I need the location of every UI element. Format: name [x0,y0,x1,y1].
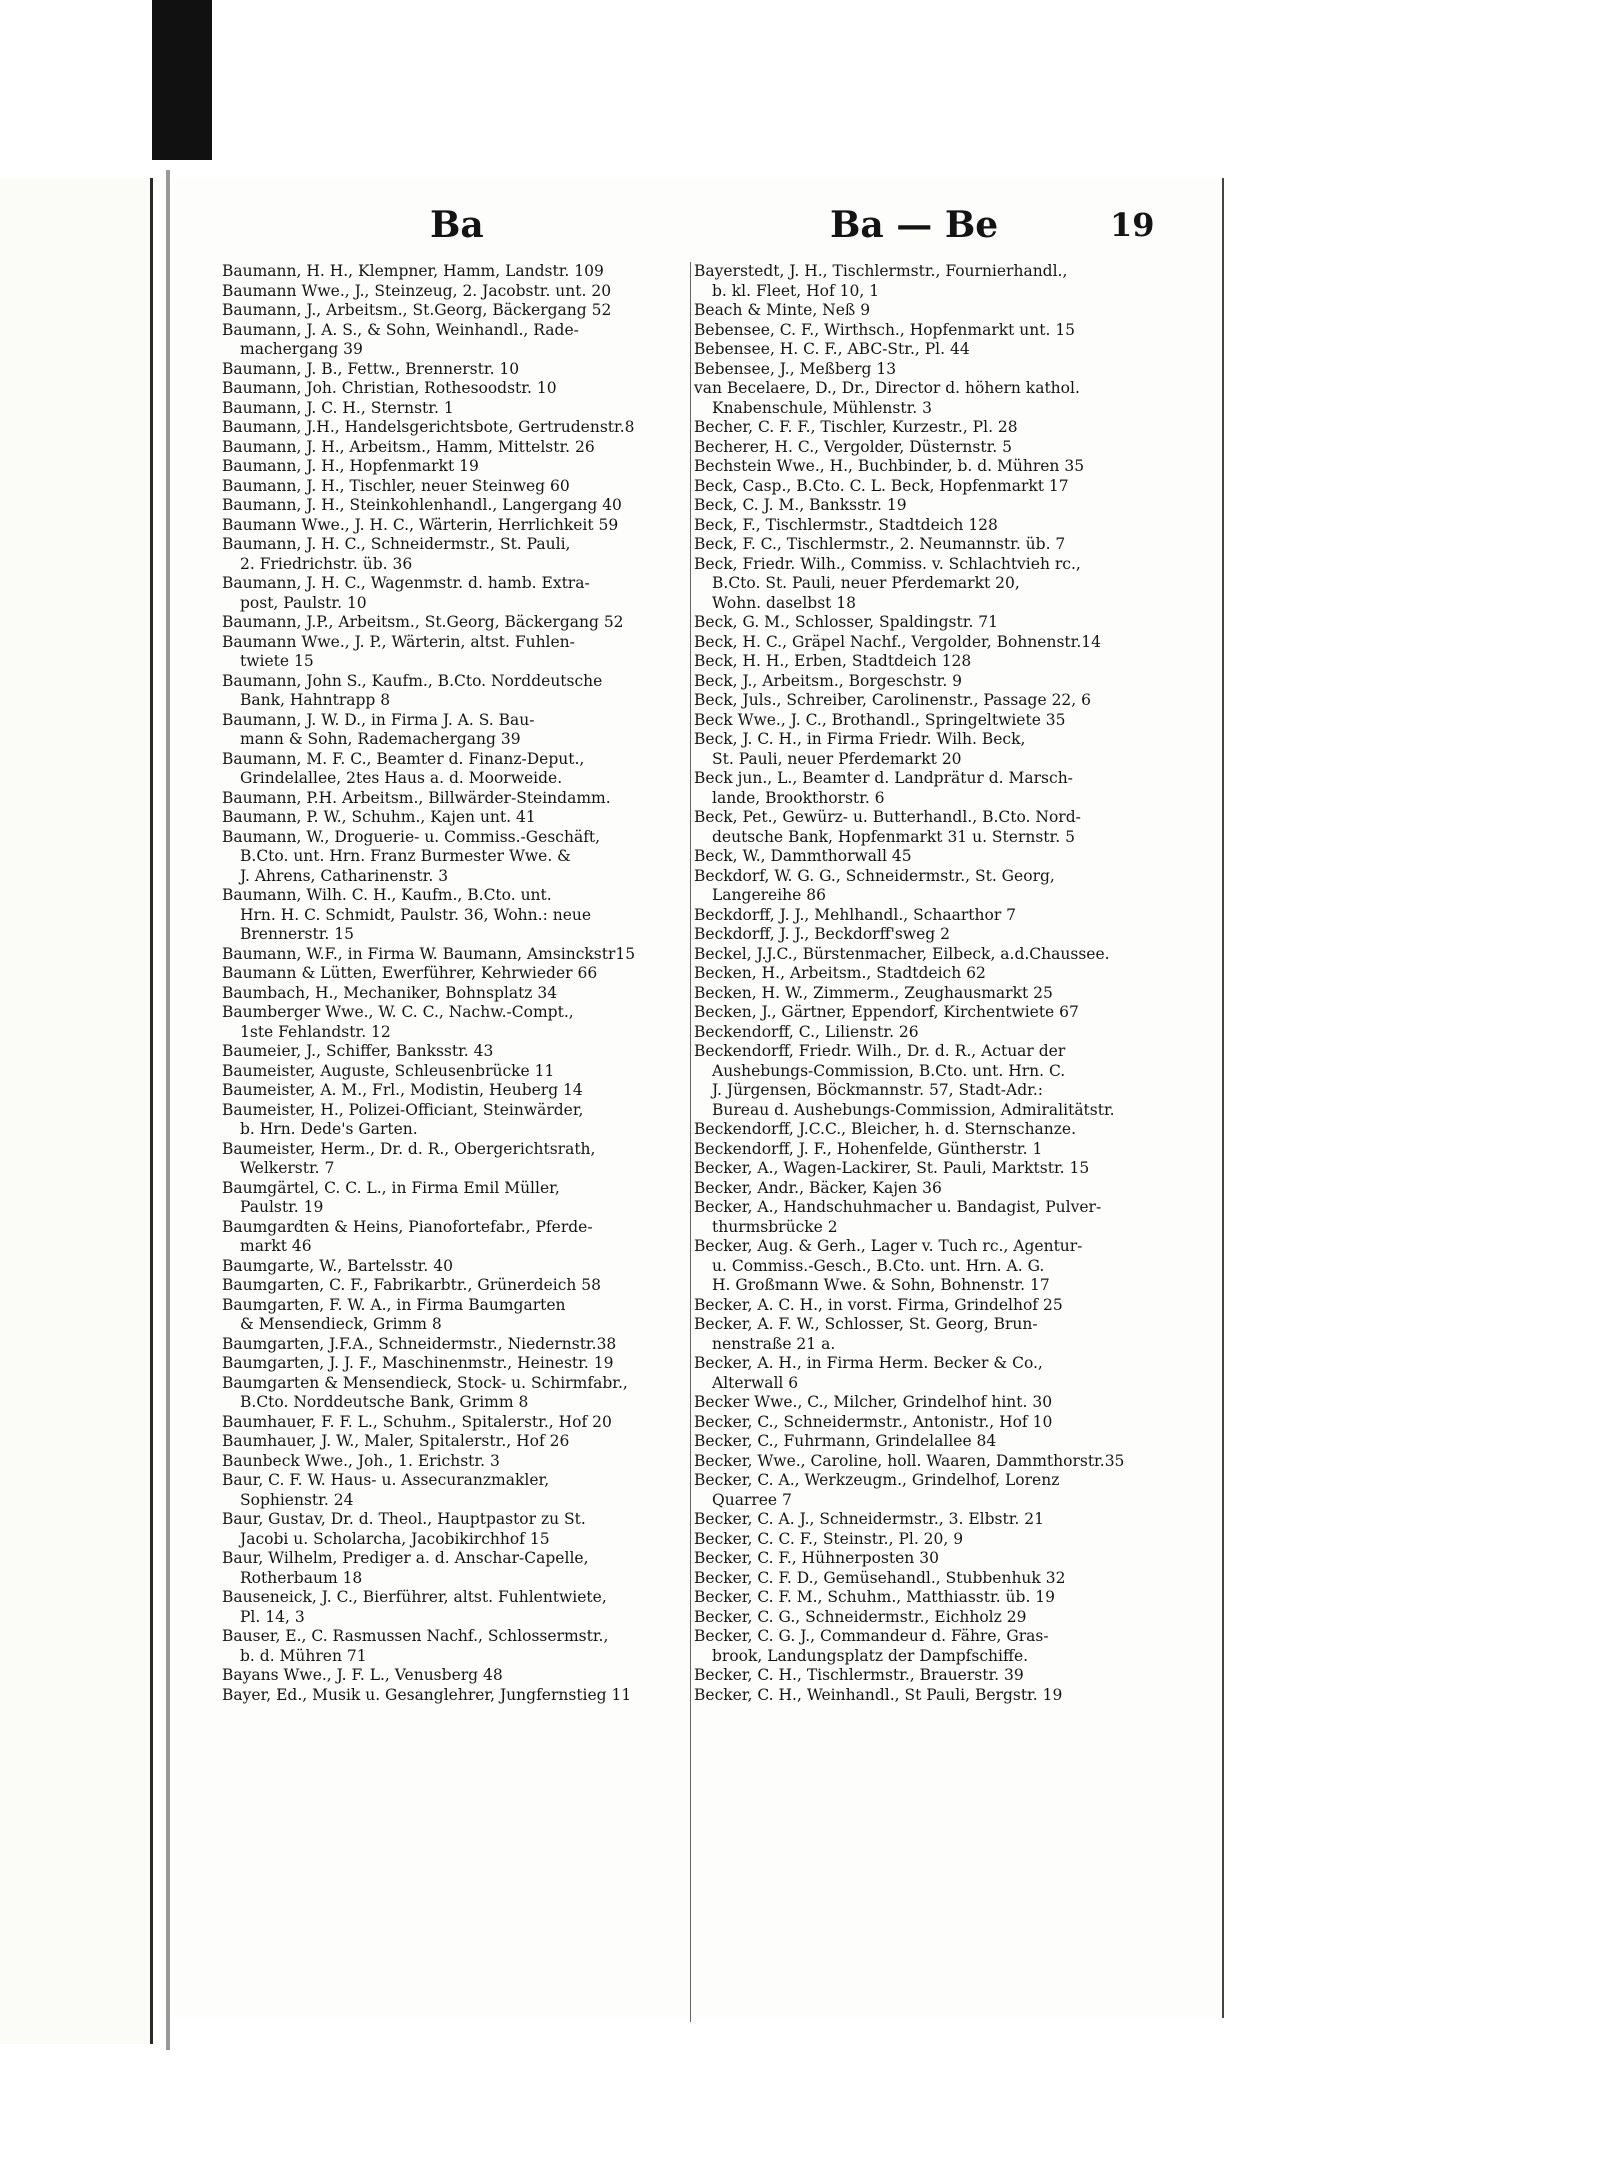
entry-line: Baumeister, A. M., Frl., Modistin, Heuberg 14 [222,1081,583,1099]
directory-entry [694,691,1164,711]
entry-continuation-line: Quarree 7 [712,1490,792,1509]
entry-line: Becker, C. F., Hühnerposten 30 [694,1549,939,1567]
entry-continuation-line: Pl. 14, 3 [240,1607,305,1626]
directory-entry [222,301,692,321]
entry-continuation-line: Welkerstr. 7 [240,1159,335,1177]
directory-entry [222,1140,692,1179]
entry-continuation-line: b. Hrn. Dede's Garten. [240,1120,418,1138]
directory-entry [222,1510,692,1549]
entry-line: Beck, J. C. H., in Firma Friedr. Wilh. Beck, [694,730,1026,748]
directory-entry [694,496,1164,516]
entry-continuation-line: Wohn. daselbst 18 [712,593,857,612]
directory-entry [694,1159,1164,1179]
directory-entry [222,1374,692,1413]
directory-entry [222,672,692,711]
directory-entry [222,750,692,789]
directory-entry [222,574,692,613]
directory-entry [694,945,1164,965]
entry-line: Baumann, J., Arbeitsm., St.Georg, Bäckergang 52 [222,301,612,319]
directory-entry [694,321,1164,341]
entry-line: Beck, F. C., Tischlermstr., 2. Neumannstr. üb. 7 [694,535,1066,553]
entry-line: Baumann, J. H., Steinkohlenhandl., Langergang 40 [222,496,622,514]
entry-line: Beck Wwe., J. C., Brothandl., Springeltwiete 35 [694,710,1066,729]
entry-continuation-line: Rotherbaum 18 [240,1568,363,1587]
entry-line: Bechstein Wwe., H., Buchbinder, b. d. Mühren 35 [694,457,1085,475]
directory-entry [694,1549,1164,1569]
entries-column-right [694,262,1164,1705]
entry-continuation-line: thurmsbrücke 2 [712,1217,838,1236]
directory-entry [694,262,1164,301]
entry-line: Becker, C. G. J., Commandeur d. Fähre, Gras- [694,1627,1049,1645]
entry-continuation-line: Bank, Hahntrapp 8 [240,691,391,709]
entry-line: Beckdorff, J. J., Mehlhandl., Schaarthor 7 [694,905,1017,924]
directory-entry [694,1296,1164,1316]
entry-line: Becker, A., Wagen-Lackirer, St. Pauli, Marktstr. 15 [694,1159,1090,1177]
entry-line: Baumann, W.F., in Firma W. Baumann, Amsinckstr15 [222,944,636,963]
entry-continuation-line: B.Cto. St. Pauli, neuer Pferdemarkt 20, [712,574,1020,592]
directory-entry [694,1179,1164,1199]
entry-continuation-line: b. kl. Fleet, Hof 10, 1 [712,281,880,300]
entry-continuation-line: Langereihe 86 [712,886,826,904]
entry-line: Becker, C. C. F., Steinstr., Pl. 20, 9 [694,1529,964,1548]
directory-entry [222,1003,692,1042]
directory-entry [694,1627,1164,1666]
entry-line: Beck, W., Dammthorwall 45 [694,847,912,865]
entry-line: Baumann, J. H., Arbeitsm., Hamm, Mittelstr. 26 [222,437,595,456]
entry-continuation-line: Aushebungs-Commission, B.Cto. unt. Hrn. C. [712,1061,1066,1080]
running-head-left: Ba [430,204,484,246]
entry-line: Becker, C. H., Tischlermstr., Brauerstr. 39 [694,1666,1024,1684]
entry-continuation-line: u. Commiss.-Gesch., B.Cto. unt. Hrn. A. G. [712,1256,1045,1275]
entry-line: van Becelaere, D., Dr., Director d. höhern kathol. [694,379,1080,397]
directory-entry [222,1335,692,1355]
directory-entry [222,360,692,380]
entry-line: Beckendorff, Friedr. Wilh., Dr. d. R., Actuar der [694,1042,1066,1060]
entry-line: Baumgarten, F. W. A., in Firma Baumgarten [222,1295,566,1314]
entry-line: Baur, Gustav, Dr. d. Theol., Hauptpastor zu St. [222,1510,586,1528]
entry-line: Baumann, J. A. S., & Sohn, Weinhandl., Rade- [222,320,579,339]
directory-entry [694,360,1164,380]
directory-entry [694,457,1164,477]
directory-entry [694,613,1164,633]
entry-line: Baumgarten & Mensendieck, Stock- u. Schirmfabr., [222,1373,628,1392]
entry-line: Bauseneick, J. C., Bierführer, altst. Fuhlentwiete, [222,1588,607,1606]
directory-entry [222,399,692,419]
entry-line: Beach & Minte, Neß 9 [694,301,871,319]
directory-entry [694,1432,1164,1452]
directory-entry [694,1686,1164,1706]
directory-entry [694,477,1164,497]
entry-line: Baumann, Wilh. C. H., Kaufm., B.Cto. unt. [222,886,552,904]
directory-entry [694,438,1164,458]
entry-line: Becken, H. W., Zimmerm., Zeughausmarkt 25 [694,983,1053,1002]
entry-continuation-line: Jacobi u. Scholarcha, Jacobikirchhof 15 [240,1529,550,1548]
entry-line: Baumann Wwe., J., Steinzeug, 2. Jacobstr. unt. 20 [222,281,612,300]
directory-entry [694,1140,1164,1160]
entry-continuation-line: Knabenschule, Mühlenstr. 3 [712,398,933,417]
directory-entry [694,769,1164,808]
entry-line: Beckendorff, J. F., Hohenfelde, Güntherstr. 1 [694,1139,1043,1158]
entry-line: Baumberger Wwe., W. C. C., Nachw.-Compt., [222,1003,574,1021]
entry-line: Becken, J., Gärtner, Eppendorf, Kirchentwiete 67 [694,1003,1079,1021]
directory-entry [222,1686,692,1706]
entry-line: Baumgarten, C. F., Fabrikarbtr., Grünerdeich 58 [222,1276,602,1294]
entry-line: Baumgarte, W., Bartelsstr. 40 [222,1256,453,1275]
directory-entry [222,1588,692,1627]
entry-continuation-line: 1ste Fehlandstr. 12 [240,1022,391,1041]
directory-entry [694,340,1164,360]
directory-entry [222,633,692,672]
directory-entry [694,555,1164,614]
directory-entry [222,1471,692,1510]
directory-entry [694,925,1164,945]
entry-line: Baumann, M. F. C., Beamter d. Finanz-Deput., [222,749,585,768]
entry-line: Baumann, J.H., Handelsgerichtsbote, Gertrudenstr.8 [222,418,635,436]
entry-continuation-line: Alterwall 6 [712,1373,799,1392]
directory-entry [222,1666,692,1686]
entry-line: Baumann, J. H. C., Schneidermstr., St. Pauli, [222,535,571,553]
entry-line: Baumann, J. H. C., Wagenmstr. d. hamb. Extra- [222,574,590,592]
entry-line: Becker, C. A. J., Schneidermstr., 3. Elbstr. 21 [694,1510,1045,1528]
entry-line: Baumann, J. B., Fettw., Brennerstr. 10 [222,359,520,378]
page-fold [166,170,170,2050]
directory-entry [222,516,692,536]
entry-line: Becker Wwe., C., Milcher, Grindelhof hint. 30 [694,1393,1053,1411]
entry-line: Bayerstedt, J. H., Tischlermstr., Fournierhandl., [694,262,1068,280]
entry-line: Baumann, J. W. D., in Firma J. A. S. Bau- [222,710,535,729]
directory-entry [694,535,1164,555]
entry-line: Baumeister, H., Polizei-Officiant, Steinwärder, [222,1100,584,1119]
directory-entry [694,418,1164,438]
entry-line: Beck, C. J. M., Banksstr. 19 [694,496,907,514]
entry-line: Beckel, J.J.C., Bürstenmacher, Eilbeck, a.d.Chaussee. [694,944,1110,963]
directory-entry [222,964,692,984]
entry-line: Baumeister, Herm., Dr. d. R., Obergerichtsrath, [222,1139,596,1158]
directory-entry [222,711,692,750]
directory-entry [222,1179,692,1218]
entry-line: Beckdorf, W. G. G., Schneidermstr., St. Georg, [694,866,1055,885]
directory-entry [694,1198,1164,1237]
entry-continuation-line: B.Cto. unt. Hrn. Franz Burmester Wwe. & [240,847,571,865]
directory-entry [222,418,692,438]
directory-entry [222,262,692,282]
entry-line: Becker, A. H., in Firma Herm. Becker & Co., [694,1354,1043,1372]
directory-entry [694,847,1164,867]
entry-line: Baumann & Lütten, Ewerführer, Kehrwieder 66 [222,964,598,982]
entry-line: Baumann, J.P., Arbeitsm., St.Georg, Bäckergang 52 [222,613,624,631]
directory-entry [222,808,692,828]
entry-line: Beck, J., Arbeitsm., Borgeschstr. 9 [694,671,963,690]
entry-continuation-line: markt 46 [240,1237,312,1255]
directory-entry [222,1257,692,1277]
entry-continuation-line: lande, Brookthorstr. 6 [712,788,885,807]
directory-entry [222,477,692,497]
directory-entry [222,438,692,458]
entry-line: Bauser, E., C. Rasmussen Nachf., Schlossermstr., [222,1627,609,1645]
entry-line: Baumann, W., Droguerie- u. Commiss.-Geschäft, [222,827,601,846]
entry-line: Becker, C. F. M., Schuhm., Matthiasstr. üb. 19 [694,1588,1056,1606]
directory-entry [694,1393,1164,1413]
entry-continuation-line: brook, Landungsplatz der Dampfschiffe. [712,1646,1029,1665]
entries-column-left [222,262,692,1705]
directory-entry [222,282,692,302]
directory-entry [694,867,1164,906]
entry-line: Becker, Aug. & Gerh., Lager v. Tuch rc., Agentur- [694,1237,1083,1255]
directory-entry [222,1452,692,1472]
directory-entry [222,1042,692,1062]
entry-line: Baumann, John S., Kaufm., B.Cto. Norddeutsche [222,671,603,690]
entry-line: Beck, G. M., Schlosser, Spaldingstr. 71 [694,613,999,631]
entry-line: Baumgarten, J. J. F., Maschinenmstr., Heinestr. 19 [222,1354,614,1372]
directory-entry [222,789,692,809]
directory-entry [694,1510,1164,1530]
entry-continuation-line: nenstraße 21 a. [712,1334,836,1353]
entry-line: Baur, Wilhelm, Prediger a. d. Anschar-Capelle, [222,1549,589,1567]
directory-entry [694,1588,1164,1608]
entry-line: Baunbeck Wwe., Joh., 1. Erichstr. 3 [222,1451,500,1470]
directory-entry [694,1530,1164,1550]
directory-entry [694,1354,1164,1393]
entry-line: Becker, A. F. W., Schlosser, St. Georg, Brun- [694,1315,1038,1333]
directory-entry [694,1042,1164,1120]
entry-continuation-line: Brennerstr. 15 [240,925,354,943]
directory-entry [222,1432,692,1452]
book-spine [152,0,212,160]
directory-entry [222,1627,692,1666]
entry-line: Beckendorff, C., Lilienstr. 26 [694,1022,919,1041]
entry-line: Beckdorff, J. J., Beckdorff'sweg 2 [694,925,950,943]
entry-line: Beck, H. H., Erben, Stadtdeich 128 [694,652,972,670]
entry-line: Baumann Wwe., J. H. C., Wärterin, Herrlichkeit 59 [222,515,619,534]
directory-entry [222,457,692,477]
entry-line: Becherer, H. C., Vergolder, Düsternstr. 5 [694,437,1012,456]
entry-line: Beck, Pet., Gewürz- u. Butterhandl., B.Cto. Nord- [694,808,1081,826]
entry-line: Baumann, Joh. Christian, Rothesoodstr. 10 [222,379,557,397]
directory-entry [222,886,692,945]
entry-continuation-line: J. Jürgensen, Böckmannstr. 57, Stadt-Adr.: [712,1081,1043,1099]
entry-line: Baur, C. F. W. Haus- u. Assecuranzmakler, [222,1471,550,1489]
entry-line: Beck, Juls., Schreiber, Carolinenstr., Passage 22, 6 [694,691,1092,709]
entry-line: Baumgarten, J.F.A., Schneidermstr., Niedernstr.38 [222,1334,617,1353]
entry-line: Beck, F., Tischlermstr., Stadtdeich 128 [694,515,998,534]
directory-entry [222,1081,692,1101]
directory-entry [222,1296,692,1335]
entry-continuation-line: deutsche Bank, Hopfenmarkt 31 u. Sternstr. 5 [712,827,1075,846]
entry-line: Bebensee, J., Meßberg 13 [694,359,897,378]
directory-entry [694,906,1164,926]
directory-entry [694,1003,1164,1023]
entry-line: Baumeister, Auguste, Schleusenbrücke 11 [222,1061,555,1080]
directory-entry [222,984,692,1004]
directory-entry [694,730,1164,769]
entry-line: Baumhauer, J. W., Maler, Spitalerstr., Hof 26 [222,1432,570,1450]
entry-continuation-line: St. Pauli, neuer Pferdemarkt 20 [712,749,962,768]
entry-line: Baumbach, H., Mechaniker, Bohnsplatz 34 [222,983,558,1002]
entry-line: Bebensee, H. C. F., ABC-Str., Pl. 44 [694,340,970,358]
entry-line: Bayer, Ed., Musik u. Gesanglehrer, Jungfernstieg 11 [222,1685,632,1704]
facing-page-edge [0,178,153,2044]
directory-entry [222,945,692,965]
directory-entry [694,711,1164,731]
entry-continuation-line: Grindelallee, 2tes Haus a. d. Moorweide. [240,769,563,787]
entry-continuation-line: B.Cto. Norddeutsche Bank, Grimm 8 [240,1393,529,1411]
entry-continuation-line: Sophienstr. 24 [240,1490,354,1509]
directory-entry [694,633,1164,653]
entry-line: Becker, Wwe., Caroline, holl. Waaren, Dammthorstr.35 [694,1451,1125,1470]
directory-entry [222,1354,692,1374]
directory-entry [222,828,692,887]
directory-entry [694,1413,1164,1433]
directory-entry [694,1237,1164,1296]
entry-line: Baumhauer, F. F. L., Schuhm., Spitalerstr., Hof 20 [222,1412,612,1431]
directory-entry [222,496,692,516]
page-number: 19 [1110,206,1155,244]
entry-line: Becker, A. C. H., in vorst. Firma, Grindelhof 25 [694,1295,1063,1314]
directory-entry [694,1666,1164,1686]
entry-line: Baumann, P.H. Arbeitsm., Billwärder-Steindamm. [222,788,611,807]
directory-entry [694,984,1164,1004]
directory-entry [222,1218,692,1257]
directory-entry [694,672,1164,692]
entry-line: Becker, A., Handschuhmacher u. Bandagist, Pulver- [694,1198,1102,1216]
entry-line: Baumann, J. H., Tischler, neuer Steinweg 60 [222,476,570,495]
entry-line: Baumeier, J., Schiffer, Banksstr. 43 [222,1042,494,1060]
directory-entry [694,1569,1164,1589]
entry-line: Bayans Wwe., J. F. L., Venusberg 48 [222,1666,503,1684]
directory-entry [694,1608,1164,1628]
directory-entry [694,652,1164,672]
entry-continuation-line: Hrn. H. C. Schmidt, Paulstr. 36, Wohn.: neue [240,905,592,924]
entry-line: Beck jun., L., Beamter d. Landprätur d. Marsch- [694,769,1073,787]
entry-line: Baumann, J. H., Hopfenmarkt 19 [222,457,479,475]
entry-continuation-line: Bureau d. Aushebungs-Commission, Admiralitätstr. [712,1100,1115,1119]
entry-line: Beckendorff, J.C.C., Bleicher, h. d. Sternschanze. [694,1120,1077,1138]
directory-entry [222,1062,692,1082]
directory-entry [222,613,692,633]
entry-line: Becker, C. H., Weinhandl., St Pauli, Bergstr. 19 [694,1685,1063,1704]
entry-line: Beck, H. C., Gräpel Nachf., Vergolder, Bohnenstr.14 [694,632,1101,651]
entry-continuation-line: H. Großmann Wwe. & Sohn, Bohnenstr. 17 [712,1276,1050,1294]
entry-line: Becken, H., Arbeitsm., Stadtdeich 62 [694,964,986,982]
directory-entry [694,808,1164,847]
directory-entry [694,1120,1164,1140]
entry-line: Baumann, H. H., Klempner, Hamm, Landstr. 109 [222,262,604,280]
directory-entry [694,1452,1164,1472]
entry-continuation-line: Paulstr. 19 [240,1198,324,1216]
entry-continuation-line: post, Paulstr. 10 [240,593,367,612]
entry-line: Becker, C., Schneidermstr., Antonistr., Hof 10 [694,1412,1053,1431]
entry-line: Becker, Andr., Bäcker, Kajen 36 [694,1178,942,1197]
directory-entry [222,1276,692,1296]
directory-entry [694,379,1164,418]
directory-entry [222,535,692,574]
directory-entry [222,379,692,399]
entry-line: Beck, Casp., B.Cto. C. L. Beck, Hopfenmarkt 17 [694,476,1069,495]
entry-line: Becker, C., Fuhrmann, Grindelallee 84 [694,1432,997,1450]
directory-entry [694,516,1164,536]
entry-line: Becher, C. F. F., Tischler, Kurzestr., Pl. 28 [694,418,1018,436]
entry-line: Beck, Friedr. Wilh., Commiss. v. Schlachtvieh rc., [694,554,1081,573]
entry-line: Baumann Wwe., J. P., Wärterin, altst. Fuhlen- [222,632,575,651]
entry-line: Baumann, J. C. H., Sternstr. 1 [222,398,454,417]
entry-continuation-line: 2. Friedrichstr. üb. 36 [240,554,413,573]
directory-entry [694,964,1164,984]
entry-continuation-line: twiete 15 [240,652,314,670]
entry-line: Baumgärtel, C. C. L., in Firma Emil Müller, [222,1178,560,1197]
directory-entry [694,1315,1164,1354]
entry-line: Baumann, P. W., Schuhm., Kajen unt. 41 [222,808,536,826]
entry-line: Baumgardten & Heins, Pianofortefabr., Pferde- [222,1217,593,1236]
column-divider [690,262,691,2022]
running-head-center: Ba — Be [830,204,999,246]
entry-continuation-line: J. Ahrens, Catharinenstr. 3 [240,866,449,885]
entry-line: Becker, C. A., Werkzeugm., Grindelhof, Lorenz [694,1471,1060,1489]
entry-continuation-line: & Mensendieck, Grimm 8 [240,1315,442,1333]
entry-continuation-line: mann & Sohn, Rademachergang 39 [240,730,521,748]
entry-line: Becker, C. F. D., Gemüsehandl., Stubbenhuk 32 [694,1568,1066,1587]
entry-continuation-line: b. d. Mühren 71 [240,1646,367,1665]
directory-entry [694,301,1164,321]
entry-continuation-line: machergang 39 [240,340,363,358]
directory-entry [222,1549,692,1588]
directory-entry [694,1471,1164,1510]
entry-line: Bebensee, C. F., Wirthsch., Hopfenmarkt unt. 15 [694,320,1076,339]
entry-line: Becker, C. G., Schneidermstr., Eichholz 29 [694,1607,1027,1626]
directory-entry [222,1413,692,1433]
directory-entry [694,1023,1164,1043]
directory-entry [222,321,692,360]
directory-entry [222,1101,692,1140]
